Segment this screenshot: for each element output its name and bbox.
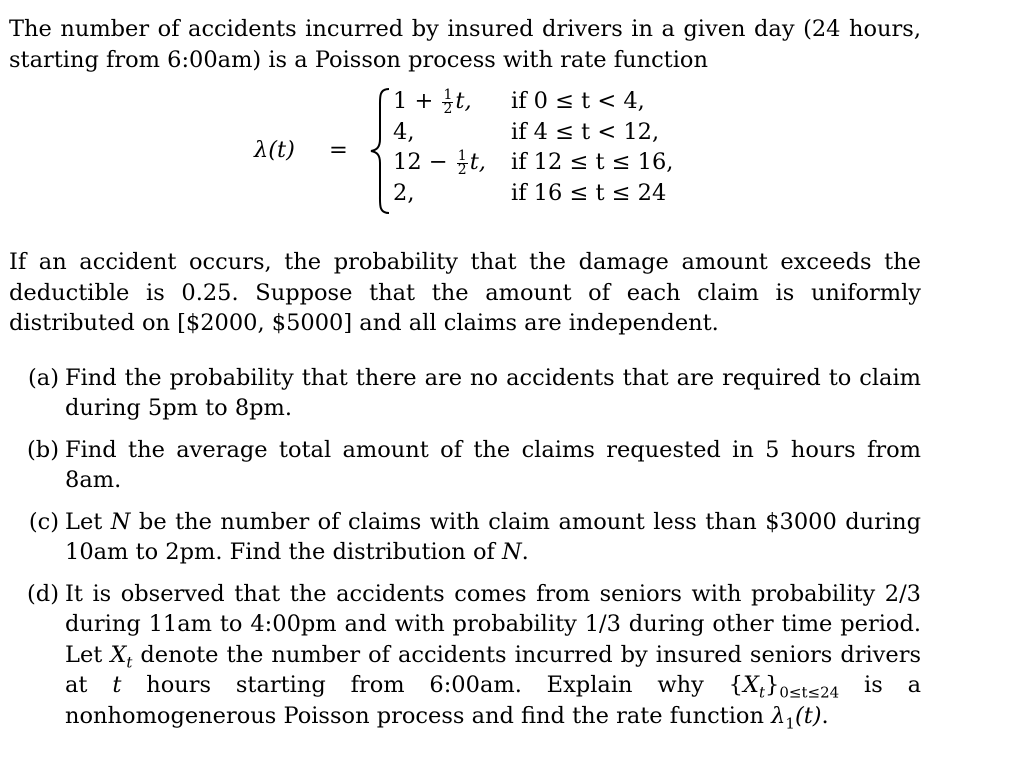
question-text: Find the average total amount of the claims requested in 5 hours from 8am. [65,436,921,493]
question-a [9,363,921,424]
case-condition: if 12 ≤ t ≤ 16, [511,149,674,175]
formula-lhs: λ(t) [254,137,295,163]
fraction: $\frac{1}{2}$ [443,86,453,117]
rate-function-formula: λ(t) = 1 + $\frac{1}{2}$ t, if 0 ≤ t < 4, 4, if 4 ≤ t < 12, 12 − $\frac{1}{2}$ t, if 12 ≤ t ≤ 16, 2, if 16 ≤ t ≤ 24 [9,87,921,232]
question-text: Find the probability that there are no accidents that are required to claim during 5pm to 8pm. [65,364,921,421]
intro-paragraph: The number of accidents incurred by insured drivers in a given day (24 hours, starting from 6:00am) is a Poisson process with rate function [9,16,921,73]
left-brace-icon [369,87,391,215]
problem-document [9,14,921,742]
question-text: It is observed that the accidents comes from seniors with probability 2/3 during 11am to 4:00pm and with probability 1/3 during other time period. Let $X_t$ denote the number of accidents incurred by insured seniors drivers at t hours starting from 6:00am. Explain why $\{X_t\}_{0\le t\le 24}$ is a nonhomogenerous Poisson process and find the rate function $\lambda_1(t)$. [65,580,922,732]
question-label: (d) [27,580,59,607]
fraction: $\frac{1}{2}$ [457,147,467,178]
question-label: (c) [28,508,59,535]
question-label: (b) [27,436,59,463]
case-condition: if 16 ≤ t ≤ 24 [511,179,667,206]
case-condition: if 4 ≤ t < 12, [511,118,660,145]
formula-equals: = [329,137,348,163]
question-text: Let N be the number of claims with claim amount less than $3000 during 10am to 2pm. Find the distribution of N. [65,508,921,565]
question-list [9,363,921,732]
case-condition: if 0 ≤ t < 4, [511,88,645,114]
claim-paragraph: If an accident occurs, the probability that the damage amount exceeds the deductible is 0.25. Suppose that the amount of each claim is uniformly distributed on [$2000, $5000] and all claims are independent. [9,249,921,336]
question-c [9,507,921,568]
question-b [9,435,921,496]
question-d [9,579,921,732]
question-label: (a) [28,364,59,391]
